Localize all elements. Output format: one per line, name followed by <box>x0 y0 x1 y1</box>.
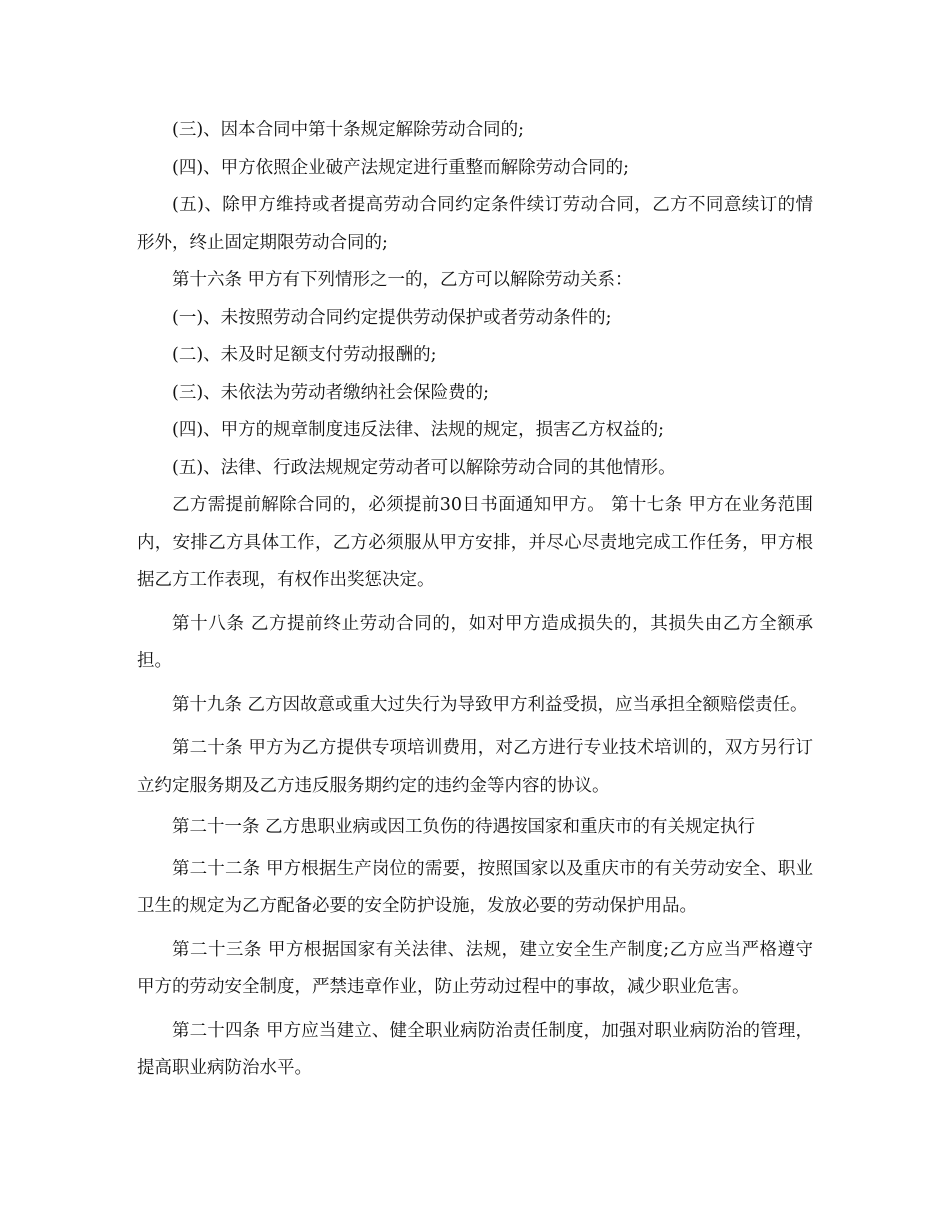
paragraph-13: 第二十条 甲方为乙方提供专项培训费用，对乙方进行专业技术培训的，双方另行订立约定服务期及乙方违反服务期约定的违约金等内容的协议。 <box>137 738 813 796</box>
paragraph-14: 第二十一条 乙方患职业病或因工负伤的待遇按国家和重庆市的有关规定执行 <box>172 817 756 837</box>
paragraph-8: (四)、甲方的规章制度违反法律、法规的规定，损害乙方权益的; <box>172 420 665 440</box>
paragraph-17: 第二十四条 甲方应当建立、健全职业病防治责任制度，加强对职业病防治的管理，提高职业病防治水平。 <box>137 1020 813 1078</box>
paragraph-11: 第十八条 乙方提前终止劳动合同的，如对甲方造成损失的，其损失由乙方全额承担。 <box>137 613 813 671</box>
paragraph-7: (三)、未依法为劳动者缴纳社会保险费的; <box>172 382 490 403</box>
paragraph-9: (五)、法律、行政法规规定劳动者可以解除劳动合同的其他情形。 <box>172 457 676 478</box>
paragraph-4: 第十六条 甲方有下列情形之一的，乙方可以解除劳动关系： <box>172 270 633 290</box>
paragraph-15: 第二十二条 甲方根据生产岗位的需要，按照国家以及重庆市的有关劳动安全、职业卫生的规定为乙方配备必要的安全防护设施，发放必要的劳动保护用品。 <box>137 858 813 916</box>
paragraph-12: 第十九条 乙方因故意或重大过失行为导致甲方利益受损，应当承担全额赔偿责任。 <box>172 694 808 715</box>
paragraph-5: (一)、未按照劳动合同约定提供劳动保护或者劳动条件的; <box>172 307 612 328</box>
paragraph-2: (四)、甲方依照企业破产法规定进行重整而解除劳动合同的; <box>172 157 630 178</box>
document-body <box>137 112 813 1088</box>
paragraph-3: (五)、除甲方维持或者提高劳动合同约定条件续订劳动合同，乙方不同意续订的情形外，终止固定期限劳动合同的; <box>137 195 813 253</box>
paragraph-6: (二)、未及时足额支付劳动报酬的; <box>172 345 437 365</box>
paragraph-16: 第二十三条 甲方根据国家有关法律、法规，建立安全生产制度;乙方应当严格遵守甲方的劳动安全制度，严禁违章作业，防止劳动过程中的事故，减少职业危害。 <box>137 939 813 997</box>
paragraph-10: 乙方需提前解除合同的，必须提前30日书面通知甲方。 第十七条 甲方在业务范围内，安排乙方具体工作，乙方必须服从甲方安排，并尽心尽责地完成工作任务，甲方根据乙方工作表现，有权作出奖惩决定。 <box>137 495 813 590</box>
paragraph-1: (三)、因本合同中第十条规定解除劳动合同的; <box>172 120 525 140</box>
